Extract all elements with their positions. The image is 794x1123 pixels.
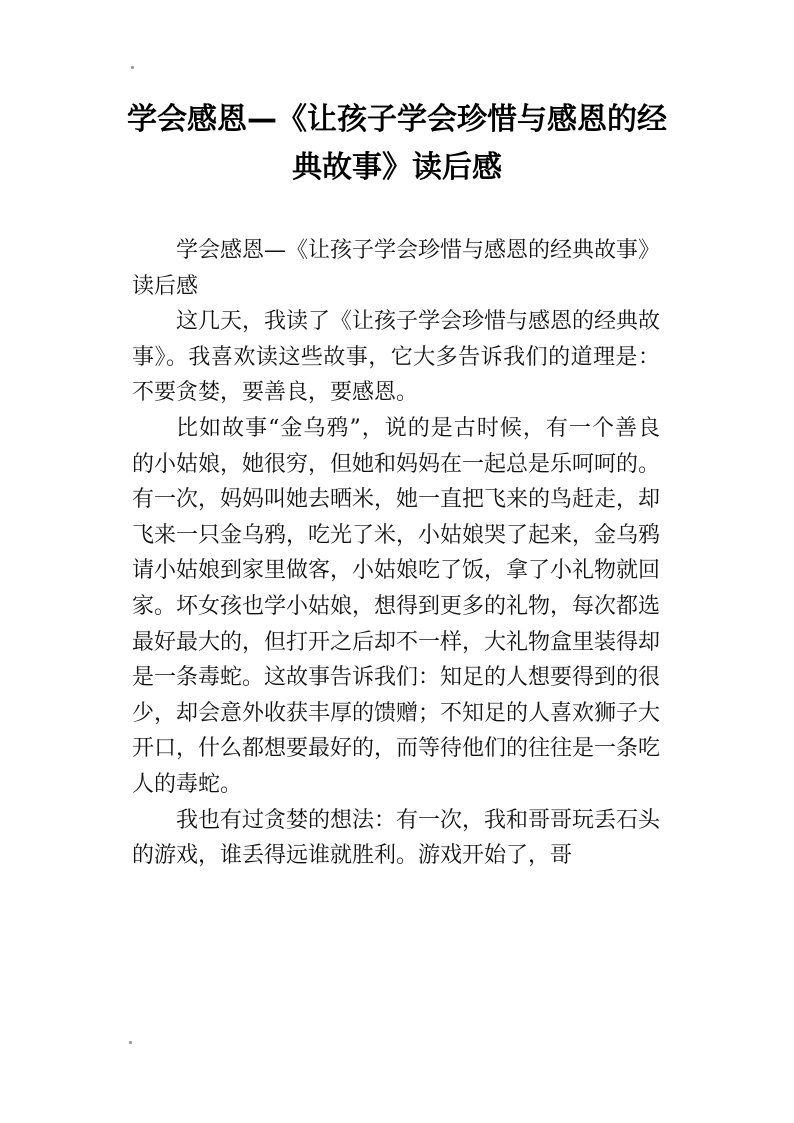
paragraph-1: 学会感恩—《让孩子学会珍惜与感恩的经典故事》读后感 [132, 238, 661, 299]
paragraph-2: 这几天，我读了《让孩子学会珍惜与感恩的经典故事》。我喜欢读这些故事，它大多告诉我们的道理是：不要贪婪，要善良，要感恩。 [132, 309, 661, 406]
document-body [132, 233, 660, 874]
crop-mark-bottom-left [129, 1041, 132, 1044]
crop-mark-top-left [131, 66, 134, 69]
paragraph-3: 比如故事“金乌鸦”，说的是古时候，有一个善良的小姑娘，她很穷，但她和妈妈在一起总是乐呵呵的。有一次，妈妈叫她去晒米，她一直把飞来的鸟赶走，却飞来一只金乌鸦，吃光了米，小姑娘哭了起来，金乌鸦请小姑娘到家里做客，小姑娘吃了饭，拿了小礼物就回家。坏女孩也学小姑娘，想得到更多的礼物，每次都选最好最大的，但打开之后却不一样，大礼物盒里装得却是一条毒蛇。这故事告诉我们：知足的人想要得到的很少，却会意外收获丰厚的馈赠；不知足的人喜欢狮子大开口，什么都想要最好的，而等待他们的往往是一条吃人的毒蛇。 [132, 415, 661, 797]
paragraph-4: 我也有过贪婪的想法：有一次，我和哥哥玩丢石头的游戏，谁丢得远谁就胜利。游戏开始了，哥 [132, 807, 661, 869]
document-title: 学会感恩—《让孩子学会珍惜与感恩的经典故事》读后感 [127, 102, 667, 185]
